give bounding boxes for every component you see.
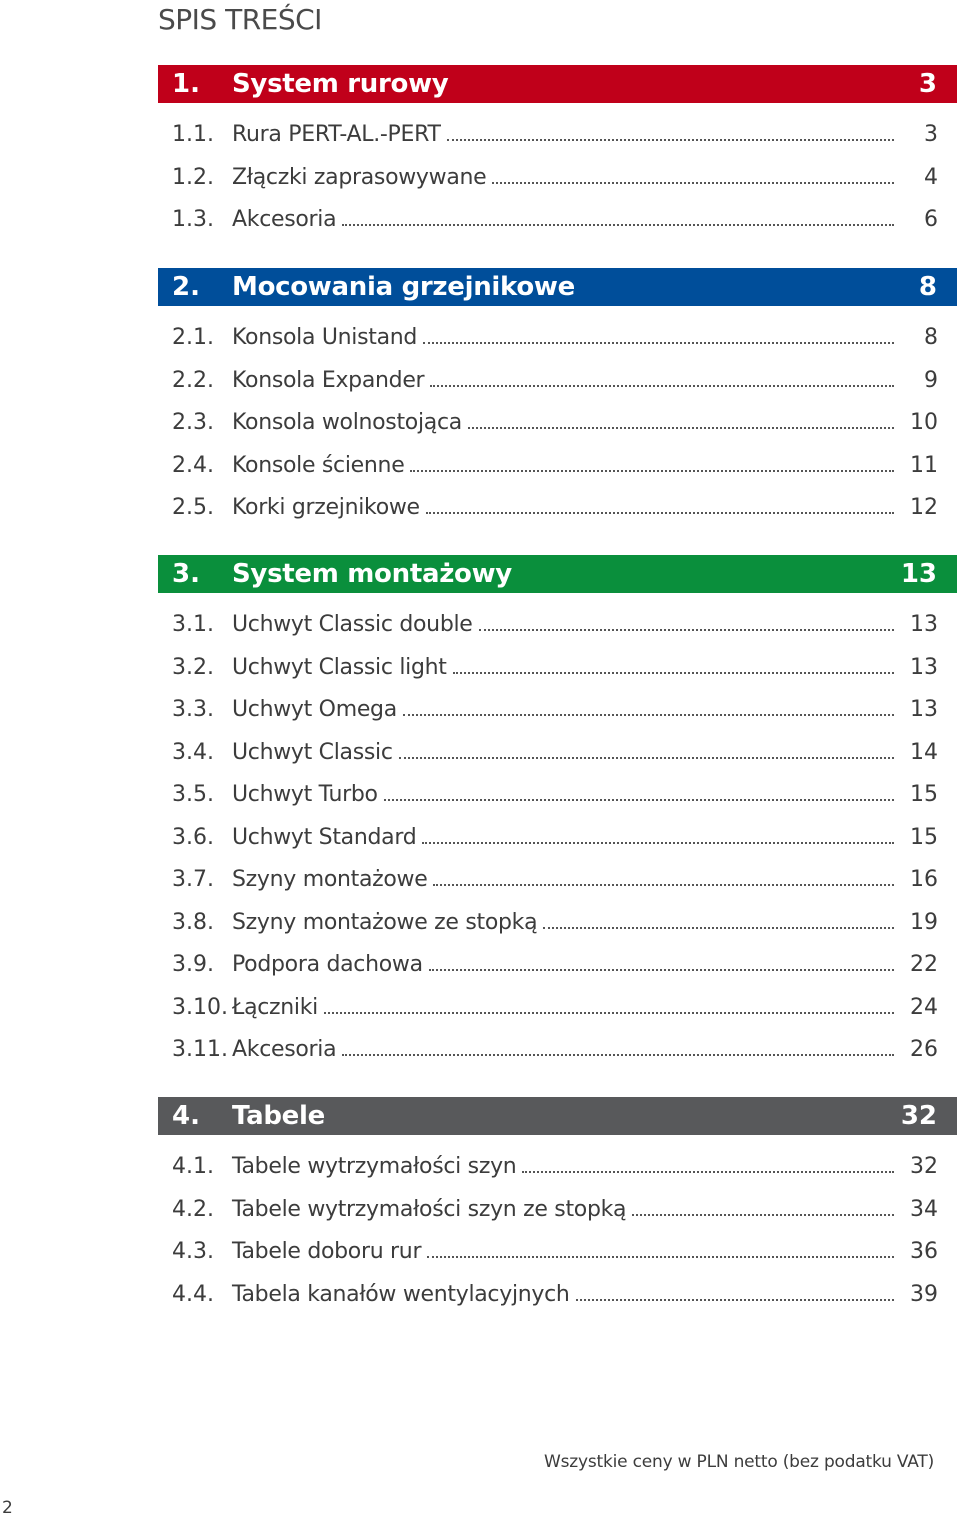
dot-leader: [422, 818, 894, 844]
entry-label: Tabele wytrzymałości szyn: [232, 1154, 517, 1179]
entry-label: Uchwyt Classic: [232, 739, 393, 765]
entry-page: 11: [910, 452, 938, 478]
dot-leader: [410, 446, 894, 472]
entry-label: Uchwyt Classic light: [232, 654, 447, 680]
entry-number: 3.2.: [172, 654, 214, 680]
entry-number: 3.10.: [172, 994, 228, 1020]
entry-label: Uchwyt Standard: [232, 824, 417, 850]
toc-entry[interactable]: [158, 1146, 938, 1188]
footer-note: Wszystkie ceny w PLN netto (bez podatku VAT): [543, 1452, 934, 1472]
entry-label: Konsola Expander: [232, 367, 425, 393]
entry-number: 2.3.: [172, 410, 214, 435]
dot-leader: [576, 1275, 894, 1301]
toc-entry[interactable]: [158, 1231, 938, 1273]
entry-page: 8: [924, 325, 938, 350]
dot-leader: [423, 318, 894, 344]
toc-entry[interactable]: [158, 114, 938, 156]
entry-page: 13: [910, 654, 938, 680]
section-title: System rurowy: [232, 69, 449, 99]
toc-entry[interactable]: [158, 817, 938, 859]
entry-page: 24: [910, 994, 938, 1020]
entry-number: 2.5.: [172, 495, 214, 520]
toc-entry[interactable]: [158, 1189, 938, 1231]
entry-label: Szyny montażowe ze stopką: [232, 909, 538, 935]
section-page: 8: [918, 272, 937, 302]
entry-number: 3.1.: [172, 612, 214, 637]
section-number: 1.: [172, 69, 200, 99]
entry-number: 4.4.: [172, 1281, 214, 1307]
toc-entry[interactable]: [158, 902, 938, 944]
entry-label: Tabele doboru rur: [232, 1239, 422, 1264]
entry-page: 26: [910, 1037, 938, 1062]
entry-label: Rura PERT-AL.-PERT: [232, 122, 441, 147]
section-title: Mocowania grzejnikowe: [232, 272, 575, 302]
entry-label: Złączki zaprasowywane: [232, 164, 487, 190]
entry-label: Szyny montażowe: [232, 867, 428, 892]
dot-leader: [429, 945, 894, 971]
entry-number: 3.8.: [172, 909, 214, 935]
toc-entry[interactable]: [158, 689, 938, 731]
entry-page: 36: [910, 1239, 938, 1264]
toc-entry[interactable]: [158, 944, 938, 986]
entry-page: 14: [910, 739, 938, 765]
entry-label: Uchwyt Turbo: [232, 782, 378, 807]
entry-number: 3.3.: [172, 697, 214, 722]
toc-entry[interactable]: [158, 604, 938, 646]
toc-entry[interactable]: [158, 1029, 938, 1071]
entry-label: Akcesoria: [232, 1037, 337, 1062]
entry-page: 13: [910, 697, 938, 722]
entry-number: 3.5.: [172, 782, 214, 807]
section-header[interactable]: [158, 65, 957, 103]
entry-page: 16: [910, 867, 938, 892]
section-header[interactable]: [158, 1097, 957, 1135]
toc-entry[interactable]: [158, 732, 938, 774]
toc-entry[interactable]: [158, 987, 938, 1029]
entry-page: 3: [924, 122, 938, 147]
toc-entry[interactable]: [158, 402, 938, 444]
dot-leader: [479, 605, 894, 631]
entry-page: 6: [924, 207, 938, 232]
entry-page: 12: [910, 495, 938, 520]
dot-leader: [403, 690, 894, 716]
section-title: Tabele: [232, 1101, 325, 1131]
entry-number: 2.4.: [172, 452, 214, 478]
entry-label: Uchwyt Omega: [232, 697, 397, 722]
toc-entry[interactable]: [158, 859, 938, 901]
entry-number: 2.2.: [172, 367, 214, 393]
entry-number: 3.6.: [172, 824, 214, 850]
dot-leader: [430, 361, 894, 387]
dot-leader: [399, 733, 894, 759]
toc-entry[interactable]: [158, 647, 938, 689]
entry-label: Tabele wytrzymałości szyn ze stopką: [232, 1196, 627, 1222]
entry-label: Konsola Unistand: [232, 325, 418, 350]
section-header[interactable]: [158, 555, 957, 593]
toc-entry[interactable]: [158, 317, 938, 359]
entry-number: 4.1.: [172, 1154, 214, 1179]
section-title: System montażowy: [232, 559, 512, 589]
entry-number: 4.3.: [172, 1239, 214, 1264]
entry-number: 3.9.: [172, 952, 214, 977]
entry-page: 4: [924, 164, 938, 190]
section-number: 2.: [172, 272, 200, 302]
entry-page: 13: [910, 612, 938, 637]
entry-number: 1.2.: [172, 164, 214, 190]
dot-leader: [427, 1232, 894, 1258]
entry-page: 10: [910, 410, 938, 435]
entry-label: Podpora dachowa: [232, 952, 423, 977]
dot-leader: [342, 1030, 894, 1056]
toc-entry[interactable]: [158, 774, 938, 816]
toc-entry[interactable]: [158, 1274, 938, 1316]
page-number: 2: [2, 1498, 13, 1518]
section-number: 3.: [172, 559, 200, 589]
entry-page: 39: [910, 1281, 938, 1307]
entry-label: Tabela kanałów wentylacyjnych: [232, 1281, 570, 1307]
section-page: 13: [900, 559, 937, 589]
dot-leader: [453, 648, 894, 674]
entry-page: 22: [910, 952, 938, 977]
section-page: 3: [918, 69, 937, 99]
entry-page: 15: [910, 782, 938, 807]
dot-leader: [342, 200, 894, 226]
dot-leader: [492, 158, 894, 184]
toc-entry[interactable]: [158, 199, 938, 241]
toc-entry[interactable]: [158, 445, 938, 487]
entry-label: Akcesoria: [232, 207, 337, 232]
page-title: SPIS TREŚCI: [158, 3, 322, 36]
dot-leader: [543, 903, 894, 929]
dot-leader: [632, 1190, 894, 1216]
entry-number: 3.7.: [172, 867, 214, 892]
entry-page: 9: [924, 367, 938, 393]
entry-number: 4.2.: [172, 1196, 214, 1222]
dot-leader: [447, 115, 894, 141]
dot-leader: [522, 1147, 894, 1173]
section-header[interactable]: [158, 268, 957, 306]
entry-label: Konsola wolnostojąca: [232, 410, 462, 435]
entry-label: Korki grzejnikowe: [232, 495, 420, 520]
dot-leader: [426, 488, 894, 514]
entry-number: 2.1.: [172, 325, 214, 350]
entry-page: 34: [910, 1196, 938, 1222]
toc-entry[interactable]: [158, 360, 938, 402]
section-number: 4.: [172, 1101, 200, 1131]
entry-page: 15: [910, 824, 938, 850]
entry-number: 3.11.: [172, 1037, 228, 1062]
toc-entry[interactable]: [158, 157, 938, 199]
dot-leader: [324, 988, 894, 1014]
entry-number: 1.3.: [172, 207, 214, 232]
entry-label: Uchwyt Classic double: [232, 612, 473, 637]
entry-number: 1.1.: [172, 122, 214, 147]
entry-label: Konsole ścienne: [232, 452, 405, 478]
entry-page: 19: [910, 909, 938, 935]
dot-leader: [384, 775, 894, 801]
section-page: 32: [900, 1101, 937, 1131]
entry-label: Łączniki: [232, 994, 318, 1020]
dot-leader: [468, 403, 894, 429]
entry-number: 3.4.: [172, 739, 214, 765]
dot-leader: [433, 860, 894, 886]
entry-page: 32: [910, 1154, 938, 1179]
toc-entry[interactable]: [158, 487, 938, 529]
